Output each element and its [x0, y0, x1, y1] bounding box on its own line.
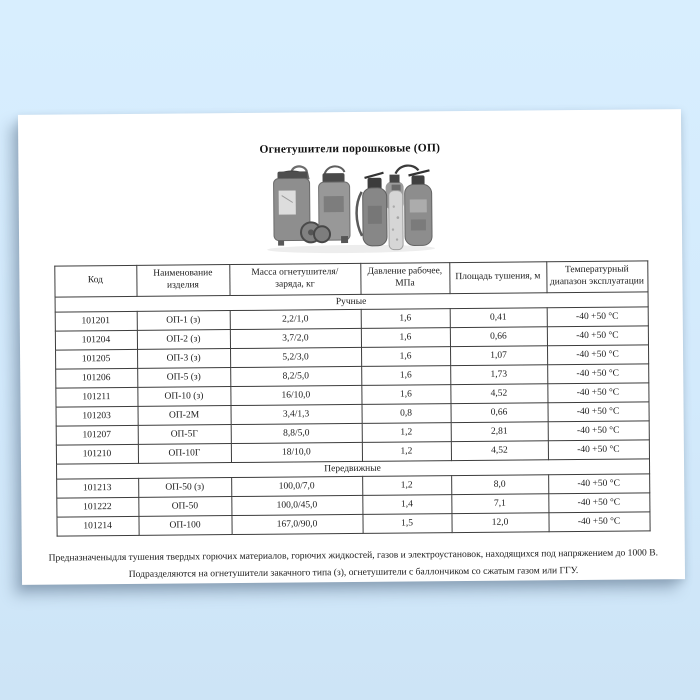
cell-pressure: 1,6 — [361, 385, 450, 405]
cell-area: 0,66 — [450, 403, 547, 423]
cell-name: ОП-1 (з) — [137, 311, 230, 331]
cell-area: 4,52 — [450, 384, 547, 404]
cell-mass: 2,2/1,0 — [230, 309, 361, 329]
cell-name: ОП-2 (з) — [137, 330, 230, 350]
cell-pressure: 1,6 — [361, 347, 450, 367]
cell-temperature: -40 +50 °C — [547, 326, 648, 346]
header-line: МПа — [395, 278, 415, 289]
cell-code: 101207 — [56, 425, 138, 445]
cell-mass: 100,0/7,0 — [231, 476, 362, 496]
cell-name: ОП-3 (з) — [137, 349, 230, 369]
cell-temperature: -40 +50 °C — [547, 402, 648, 422]
description-text — [22, 544, 685, 584]
cell-name: ОП-5Г — [138, 425, 231, 445]
extinguishers-photo — [261, 161, 440, 255]
document-page — [18, 109, 685, 585]
cell-area: 4,52 — [451, 441, 548, 461]
cell-pressure: 1,2 — [362, 423, 451, 443]
cell-area: 0,41 — [450, 308, 547, 328]
cell-temperature: -40 +50 °C — [548, 421, 649, 441]
section-label: Ручные — [55, 292, 648, 312]
cell-name: ОП-2М — [138, 406, 231, 426]
cell-area: 1,07 — [450, 346, 547, 366]
cell-name: ОП-5 (з) — [137, 368, 230, 388]
cell-mass: 5,2/3,0 — [230, 347, 361, 367]
cell-mass: 167,0/90,0 — [231, 514, 362, 534]
cell-pressure: 1,6 — [361, 366, 450, 386]
cell-code: 101222 — [56, 497, 138, 517]
cell-temperature: -40 +50 °C — [547, 383, 648, 403]
section-label: Передвижные — [56, 459, 649, 479]
header-line: заряда, кг — [275, 279, 315, 290]
cell-mass: 8,8/5,0 — [231, 423, 362, 443]
cell-mass: 16/10,0 — [230, 385, 361, 405]
cell-code: 101214 — [56, 516, 138, 536]
cell-code: 101205 — [55, 349, 137, 369]
cell-temperature: -40 +50 °C — [548, 493, 649, 513]
cell-code: 101204 — [55, 330, 137, 350]
cell-code: 101203 — [56, 406, 138, 426]
header-line: Давление рабочее, — [367, 266, 443, 277]
cell-temperature: -40 +50 °C — [548, 474, 649, 494]
column-header-name — [136, 265, 229, 297]
cell-area: 2,81 — [451, 422, 548, 442]
cell-code: 101211 — [55, 387, 137, 407]
header-line: Код — [87, 275, 104, 286]
cell-code: 101210 — [56, 444, 138, 464]
column-header-mass — [229, 263, 360, 295]
cell-mass: 3,4/1,3 — [231, 404, 362, 424]
extinguishers-photo-icon — [261, 161, 440, 255]
header-line: Площадь тушения, м — [455, 271, 541, 283]
cell-temperature: -40 +50 °C — [548, 512, 649, 532]
cell-mass: 100,0/45,0 — [231, 495, 362, 515]
cell-temperature: -40 +50 °C — [547, 345, 648, 365]
header-line: Температурный — [564, 264, 629, 276]
cell-name: ОП-50 — [138, 497, 231, 517]
cell-pressure: 1,6 — [361, 309, 450, 329]
cell-code: 101206 — [55, 368, 137, 388]
cell-mass: 18/10,0 — [231, 442, 362, 462]
column-header-area — [449, 262, 546, 294]
cell-temperature: -40 +50 °C — [548, 440, 649, 460]
cell-area: 8,0 — [451, 475, 548, 495]
cell-code: 101201 — [55, 311, 137, 331]
cell-pressure: 1,2 — [362, 476, 451, 496]
column-header-code — [54, 265, 136, 297]
spec-table — [54, 260, 650, 536]
cell-name: ОП-10Г — [138, 444, 231, 464]
description-line-1: Предназначеныдля тушения твердых горючих материалов, горючих жидкостей, газов и электроустановок, находящихся под напряжением до 1000 В. — [48, 547, 659, 564]
cell-temperature: -40 +50 °C — [547, 307, 648, 327]
page-title: Огнетушители порошковые (ОП) — [259, 142, 441, 156]
header-line: Наименование — [153, 268, 213, 279]
column-header-temperature — [546, 261, 647, 293]
column-header-pressure — [360, 263, 449, 295]
cell-pressure: 1,2 — [362, 442, 451, 462]
header-row — [54, 261, 647, 297]
cell-temperature: -40 +50 °C — [547, 364, 648, 384]
header-line: диапазон эксплуатации — [549, 276, 644, 288]
cell-mass: 3,7/2,0 — [230, 328, 361, 348]
cell-pressure: 1,4 — [362, 495, 451, 515]
cell-pressure: 1,6 — [361, 328, 450, 348]
header-line: изделия — [166, 280, 199, 291]
description-line-2: Подразделяются на огнетушители закачного типа (з), огнетушители с баллончиком со сжатым газом или ГГУ. — [128, 565, 579, 581]
cell-area: 12,0 — [451, 513, 548, 533]
cell-code: 101213 — [56, 478, 138, 498]
cell-area: 1,73 — [450, 365, 547, 385]
cell-name: ОП-50 (з) — [138, 478, 231, 498]
cell-area: 7,1 — [451, 494, 548, 514]
header-line: Масса огнетушителя/ — [251, 267, 339, 278]
table-row — [56, 512, 649, 536]
cell-area: 0,66 — [450, 327, 547, 347]
cell-pressure: 1,5 — [362, 514, 451, 534]
cell-mass: 8,2/5,0 — [230, 366, 361, 386]
cell-pressure: 0,8 — [362, 404, 451, 424]
cell-name: ОП-10 (з) — [137, 387, 230, 407]
cell-name: ОП-100 — [138, 516, 231, 536]
